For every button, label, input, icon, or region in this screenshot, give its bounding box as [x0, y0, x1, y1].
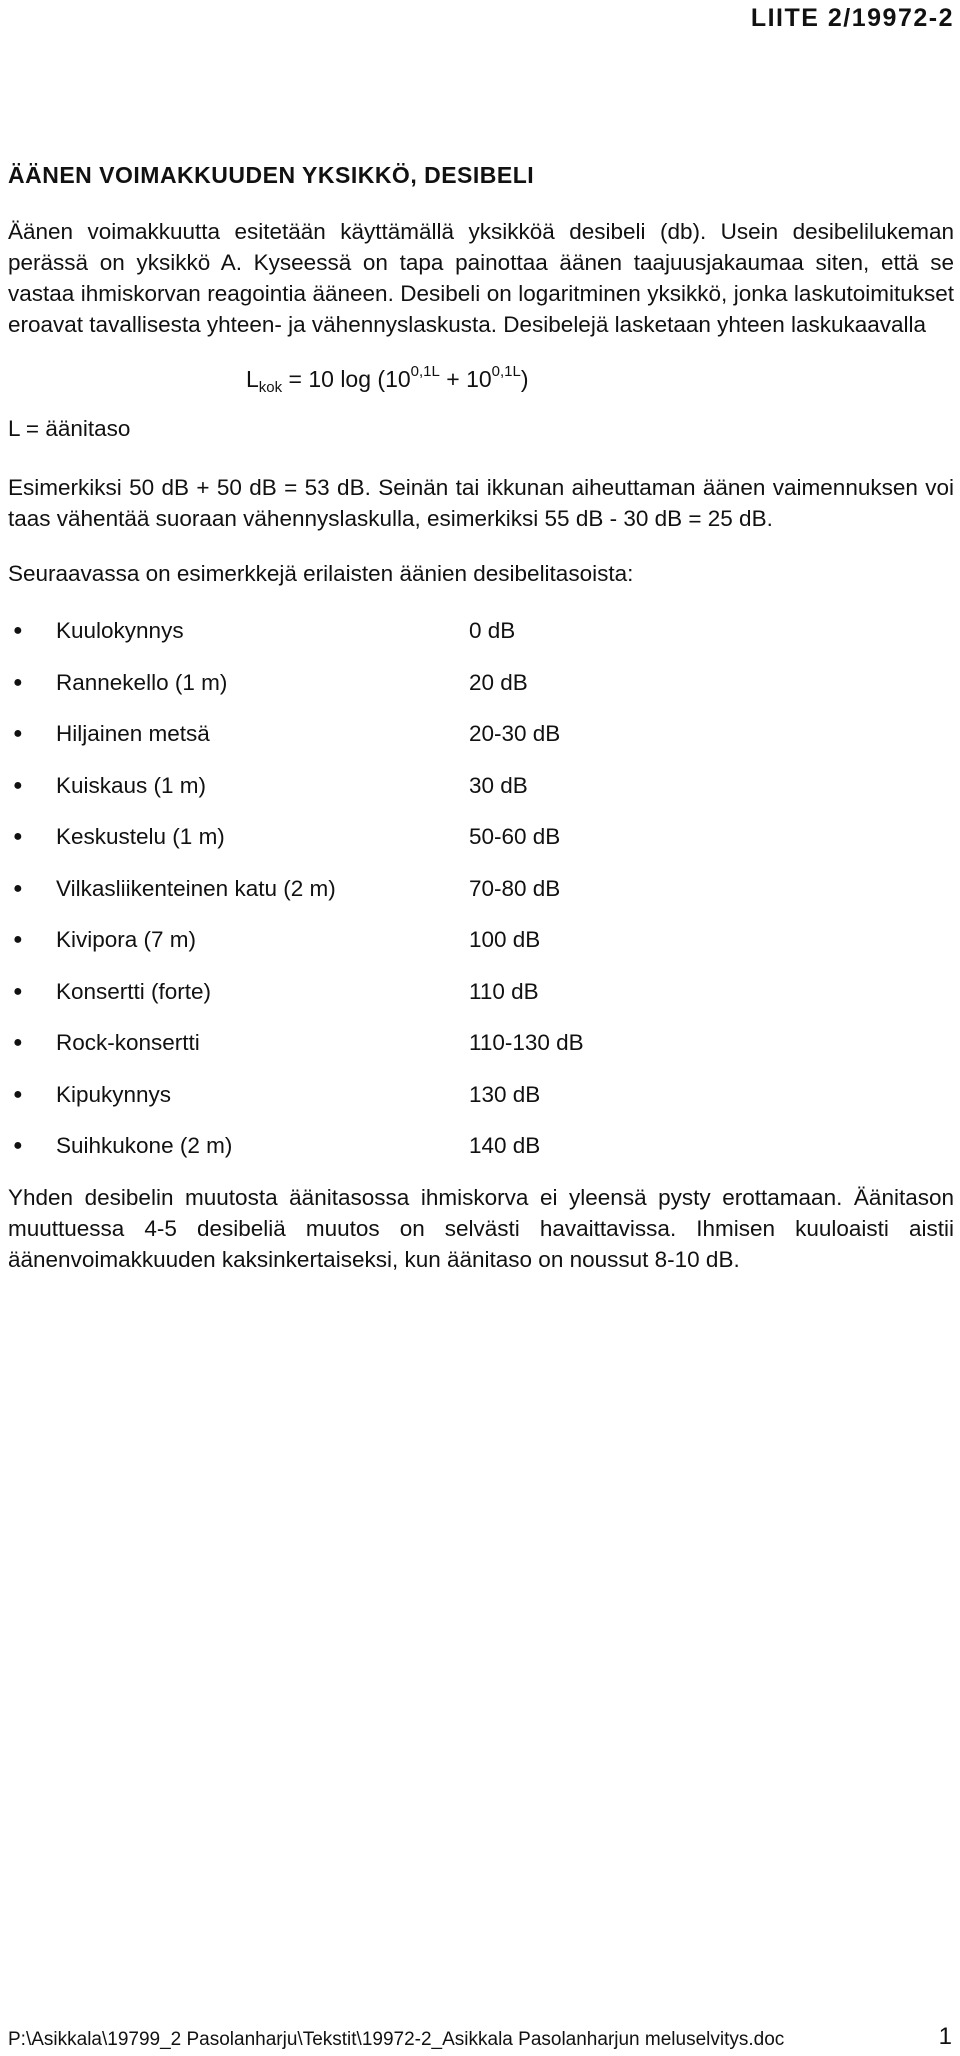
section-heading: ÄÄNEN VOIMAKKUUDEN YKSIKKÖ, DESIBELI [8, 162, 535, 188]
item-value: 70-80 dB [469, 875, 561, 901]
item-value: 100 dB [469, 927, 541, 953]
item-label: Hiljainen metsä [56, 721, 210, 747]
item-value: 130 dB [469, 1081, 541, 1107]
variable-definition: L = äänitaso [8, 416, 131, 441]
page-number: 1 [938, 2023, 952, 2050]
bullet-icon: ● [13, 931, 23, 949]
list-item [8, 966, 954, 1018]
item-label: Rock-konsertti [56, 1030, 200, 1056]
bullet-icon: ● [13, 673, 23, 691]
list-item [8, 760, 954, 812]
footer-file-path: P:\Asikkala\19799_2 Pasolanharju\Tekstit\19972-2_Asikkala Pasolanharjun meluselvitys.doc [8, 2029, 785, 2050]
list-item [8, 708, 954, 760]
item-value: 50-60 dB [469, 824, 561, 850]
formula-middle: = 10 log (10 [282, 366, 411, 392]
list-item [8, 657, 954, 709]
list-item [8, 1017, 954, 1069]
item-value: 30 dB [469, 772, 528, 798]
list-item [8, 811, 954, 863]
example-paragraph: Esimerkiksi 50 dB + 50 dB = 53 dB. Seinän tai ikkunan aiheuttaman äänen vaimennuksen voi taas vähentää suoraan vähennyslaskulla, esimerkiksi 55 dB - 30 dB = 25 dB. [8, 475, 954, 531]
formula-subscript: kok [258, 379, 283, 396]
formula-exponent-2: 0,1L [491, 363, 521, 380]
bullet-icon: ● [13, 1085, 23, 1103]
list-item [8, 1120, 954, 1172]
decibel-examples-list [8, 605, 954, 1172]
item-value: 110 dB [469, 978, 539, 1004]
item-label: Suihkukone (2 m) [56, 1133, 233, 1159]
decibel-sum-formula [246, 364, 954, 395]
item-label: Kuiskaus (1 m) [56, 772, 207, 798]
list-item [8, 605, 954, 657]
page-footer [8, 2023, 952, 2051]
bullet-icon: ● [13, 1034, 23, 1052]
bullet-icon: ● [13, 622, 23, 640]
item-value: 20-30 dB [469, 721, 561, 747]
formula-close: ) [520, 366, 529, 392]
formula-symbol: L [246, 366, 259, 392]
item-value: 110-130 dB [469, 1030, 584, 1056]
bullet-icon: ● [13, 982, 23, 1000]
item-label: Rannekello (1 m) [56, 669, 228, 695]
item-label: Konsertti (forte) [56, 978, 212, 1004]
item-label: Kipukynnys [56, 1081, 172, 1107]
item-label: Keskustelu (1 m) [56, 824, 225, 850]
list-item [8, 863, 954, 915]
bullet-icon: ● [13, 1137, 23, 1155]
item-label: Kuulokynnys [56, 618, 184, 644]
bullet-icon: ● [13, 828, 23, 846]
bullet-icon: ● [13, 879, 23, 897]
item-label: Vilkasliikenteinen katu (2 m) [56, 875, 336, 901]
list-intro: Seuraavassa on esimerkkejä erilaisten äänien desibelitasoista: [8, 561, 634, 586]
item-value: 0 dB [469, 618, 516, 644]
item-value: 140 dB [469, 1133, 541, 1159]
formula-exponent-1: 0,1L [410, 363, 440, 380]
item-value: 20 dB [469, 669, 528, 695]
closing-paragraph: Yhden desibelin muutosta äänitasossa ihmiskorva ei yleensä pysty erottamaan. Äänitason muuttuessa 4-5 desibeliä muutos on selvästi havaittavissa. Ihmisen kuuloaisti aistii äänenvoimakkuuden kaksinkertaiseksi, kun äänitaso on noussut 8-10 dB. [8, 1184, 954, 1272]
list-item [8, 914, 954, 966]
bullet-icon: ● [13, 776, 23, 794]
intro-paragraph: Äänen voimakkuutta esitetään käyttämällä yksikköä desibeli (db). Usein desibelilukeman perässä on yksikkö A. Kyseessä on tapa painottaa äänen taajuusjakaumaa siten, että se vastaa ihmiskorvan reagointia ääneen. Desibeli on logaritminen yksikkö, jonka laskutoimitukset eroavat tavallisesta yhteen- ja vähennyslaskusta. Desibelejä lasketaan yhteen laskukaavalla [8, 219, 954, 337]
formula-plus: + 10 [439, 366, 492, 392]
document-body [8, 160, 954, 1275]
item-label: Kivipora (7 m) [56, 927, 197, 953]
list-item [8, 1069, 954, 1121]
bullet-icon: ● [13, 725, 23, 743]
document-id: LIITE 2/19972-2 [750, 4, 954, 32]
